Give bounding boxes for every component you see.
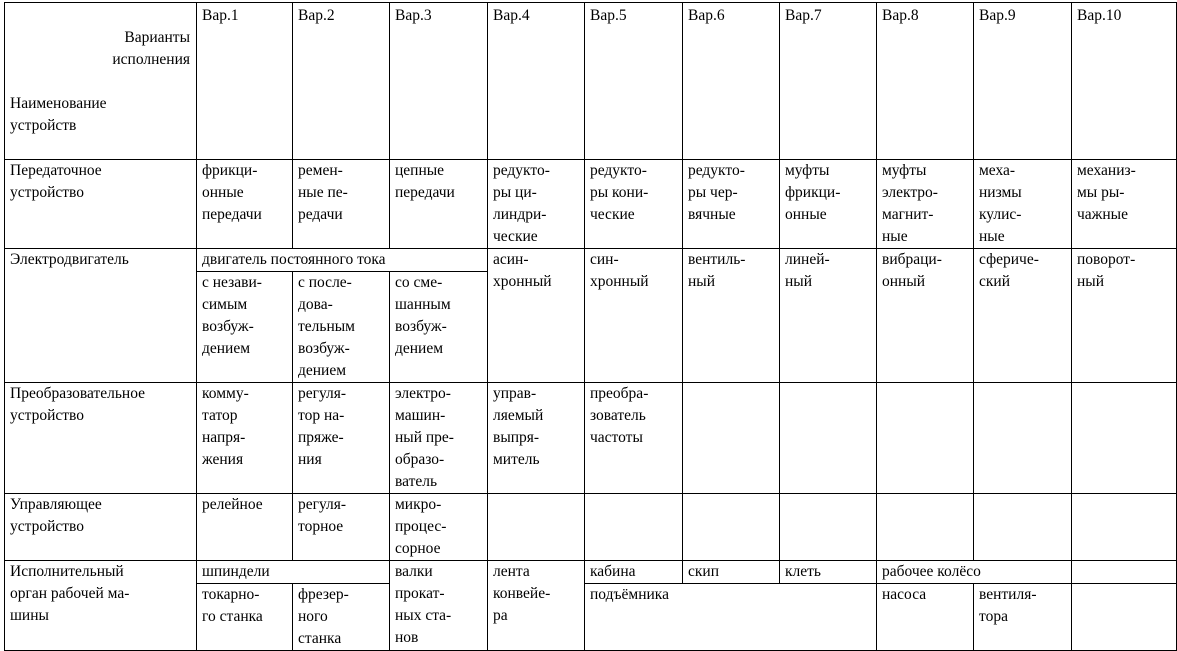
variants-table [4,2,1177,651]
table-cell: вентиля- тора [974,584,1072,651]
corner-bottom-text: Наименование устройств [10,95,107,134]
table-cell: цепные передачи [390,160,488,249]
empty-cell [877,494,974,561]
table-cell: скип [683,561,780,584]
empty-cell [1072,584,1177,651]
empty-cell [1072,383,1177,494]
table-cell: муфты электро- магнит- ные [877,160,974,249]
table-cell: редукто- ры чер- вячные [683,160,780,249]
variant-header: Вар.2 [293,3,390,160]
table-cell: комму- татор напря- жения [197,383,293,494]
variant-header: Вар.5 [585,3,683,160]
table-cell: валки прокат- ных ста- нов [390,561,488,651]
variant-header: Вар.1 [197,3,293,160]
variant-header: Вар.8 [877,3,974,160]
table-cell: преобра- зователь частоты [585,383,683,494]
transmission-row [5,160,1177,249]
empty-cell [780,494,877,561]
variant-header: Вар.3 [390,3,488,160]
empty-cell [974,494,1072,561]
row-label: Управляющее устройство [5,494,197,561]
variant-header: Вар.10 [1072,3,1177,160]
table-cell: син- хронный [585,249,683,383]
table-cell: электро- машин- ный пре- образо- ватель [390,383,488,494]
table-cell: микро- процес- сорное [390,494,488,561]
empty-cell [974,383,1072,494]
table-cell: релейное [197,494,293,561]
table-cell: редукто- ры ци- линдри- ческие [488,160,585,249]
dc-motor-header: двигатель постоянного тока [197,249,488,272]
table-cell: кабина [585,561,683,584]
table-cell: подъёмника [585,584,877,651]
corner-cell [5,3,197,160]
variant-header: Вар.9 [974,3,1072,160]
table-cell: асин- хронный [488,249,585,383]
control-row [5,494,1177,561]
table-cell: с после- дова- тельным возбуж- дением [293,272,390,383]
variant-header: Вар.7 [780,3,877,160]
variant-header: Вар.6 [683,3,780,160]
actuator-row [5,561,1177,584]
converter-row [5,383,1177,494]
empty-cell [585,494,683,561]
table-cell: механиз- мы ры- чажные [1072,160,1177,249]
table-cell: вентиль- ный [683,249,780,383]
variant-header: Вар.4 [488,3,585,160]
table-cell: линей- ный [780,249,877,383]
table-cell: фрезер- ного станка [293,584,390,651]
table-cell: вибраци- онный [877,249,974,383]
row-label: Электродвигатель [5,249,197,383]
empty-cell [683,494,780,561]
table-cell: ремен- ные пе- редачи [293,160,390,249]
table-cell: рабочее колёсо [877,561,1072,584]
table-cell: клеть [780,561,877,584]
table-cell: меха- низмы кулис- ные [974,160,1072,249]
empty-cell [877,383,974,494]
table-cell: со сме- шанным возбуж- дением [390,272,488,383]
table-cell: регуля- торное [293,494,390,561]
empty-cell [683,383,780,494]
header-row [5,3,1177,160]
empty-cell [1072,494,1177,561]
table-cell: шпиндели [197,561,390,584]
row-label: Преобразовательное устройство [5,383,197,494]
table-cell: регуля- тор на- пряже- ния [293,383,390,494]
empty-cell [488,494,585,561]
table-cell: редукто- ры кони- ческие [585,160,683,249]
table-cell: лента конвейе- ра [488,561,585,651]
empty-cell [780,383,877,494]
table-cell: сфериче- ский [974,249,1072,383]
table-cell: муфты фрикци- онные [780,160,877,249]
corner-top-text: Варианты исполнения [112,29,190,68]
table-cell: насоса [877,584,974,651]
motor-row [5,249,1177,272]
table-cell: токарно- го станка [197,584,293,651]
table-cell: с незави- симым возбуж- дением [197,272,293,383]
table-cell: управ- ляемый выпря- митель [488,383,585,494]
row-label: Передаточное устройство [5,160,197,249]
empty-cell [1072,561,1177,584]
row-label: Исполнительный орган рабочей ма- шины [5,561,197,651]
table-cell: поворот- ный [1072,249,1177,383]
table-cell: фрикци- онные передачи [197,160,293,249]
